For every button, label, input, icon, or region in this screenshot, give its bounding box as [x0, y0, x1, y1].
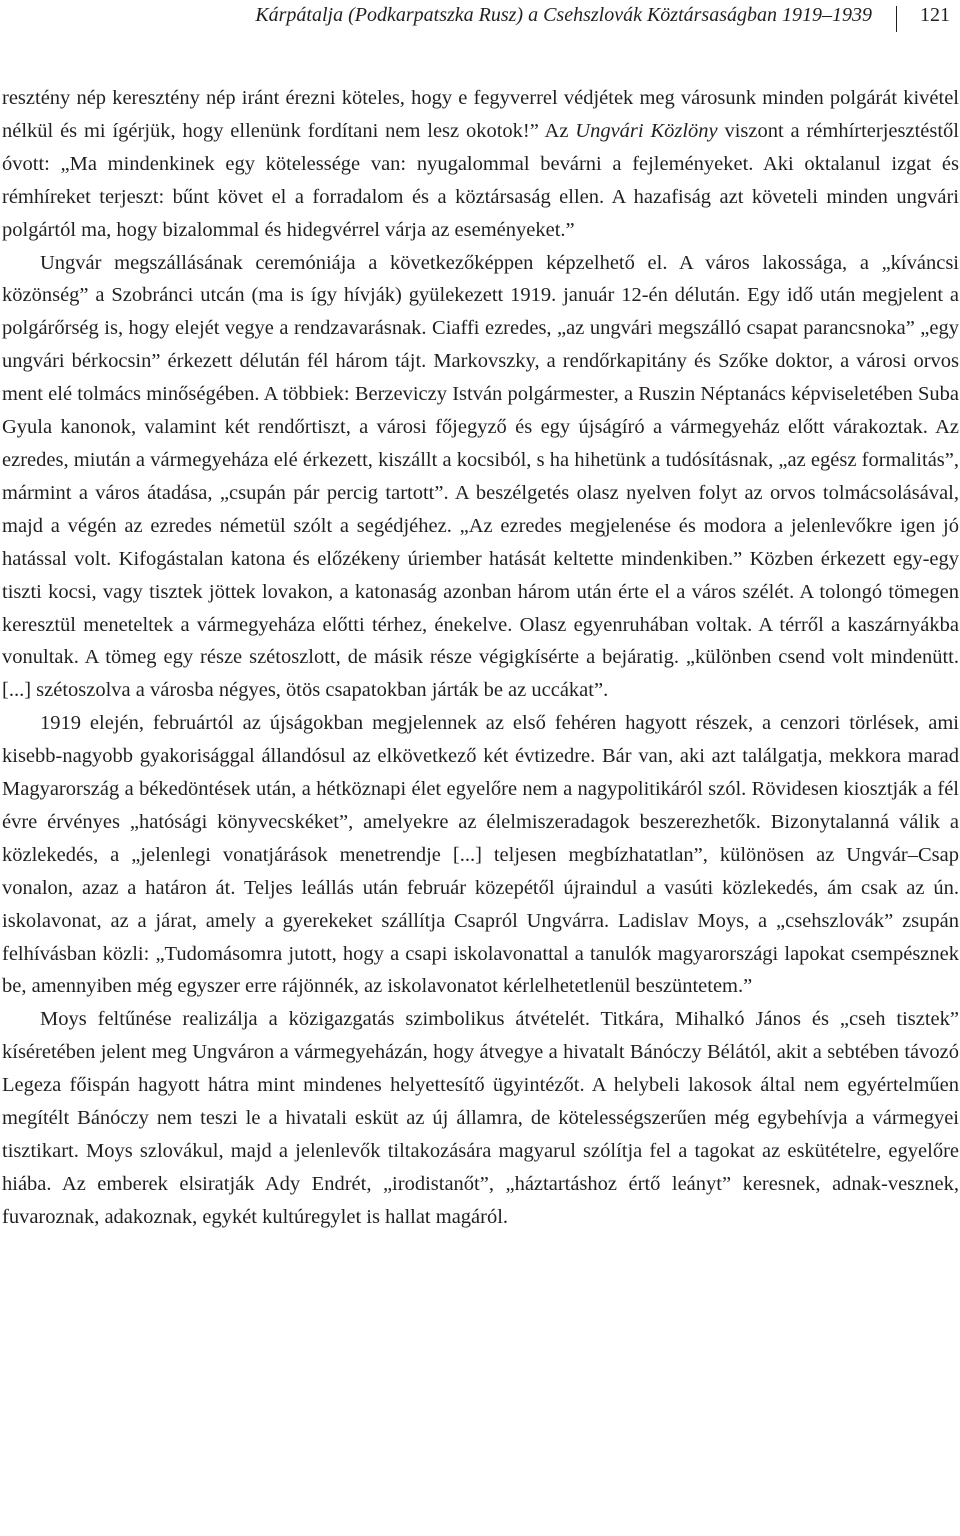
newspaper-title: Ungvári Közlöny: [575, 119, 718, 142]
running-title: Kárpátalja (Podkarpatszka Rusz) a Csehszlovák Köztársaságban 1919–1939: [255, 4, 872, 26]
paragraph-1-part-2: viszont a rémhírterjesztéstől óvott: „Ma mindenkinek egy kötelessége van: nyugalommal bevárni a fejleményeket. Aki oktalanul izgat és rémhíreket terjeszt: bűnt követ el a forradalom és a köztársaság ellen. A hazafiság azt követeli minden ungvári polgártól ma, hogy bizalommal és hidegvérrel várja az eseményeket.”: [2, 119, 959, 241]
header-divider: [896, 6, 897, 32]
paragraph-2: Ungvár megszállásának ceremóniája a következőképpen képzelhető el. A város lakossága, a „kíváncsi közönség” a Szobránci utcán (ma is így hívják) gyülekezett 1919. január 12-én délután. Egy idő után megjelent a polgárőrség is, hogy elejét vegye a rendzavarásnak. Ciaffi ezredes, „az ungvári megszálló csapat parancsnoka” „egy ungvári bérkocsin” érkezett délután fél három tájt. Markovszky, a rendőrkapitány és Szőke doktor, a városi orvos ment elé tolmács minőségében. A többiek: Berzeviczy István polgármester, a Ruszin Néptanács képviseletében Suba Gyula kanonok, valamint két rendőrtiszt, a városi főjegyző és egy újságíró a vármegyeház előtt várakoztak. Az ezredes, miután a vármegyeháza elé érkezett, kiszállt a kocsiból, s ha hihetünk a tudósításnak, „az egész formalitás”, mármint a város átadása, „csupán pár percig tartott”. A beszélgetés olasz nyelven folyt az orvos tolmácsolásával, majd a végén az ezredes németül szólt a segédjéhez. „Az ezredes megjelenése és modora a jelenlevőkre igen jó hatással volt. Kifogástalan katona és előzékeny úriember hatását keltette mindenkiben.” Közben érkezett egy-egy tiszti kocsi, vagy tisztek jöttek lovakon, a katonaság azonban három után érte el a város szélét. A tolongó tömegen keresztül meneteltek a vármegyeháza előtti térhez, énekelve. Olasz egyenruhában voltak. A térről a kaszárnyákba vonultak. A tömeg egy része szétoszlott, de másik része végigkísérte a bejáratig. „különben csend volt mindenütt. [...] szétoszolva a városba négyes, ötös csapatokban járták be az uccákat”.: [2, 251, 959, 702]
paragraph-3: 1919 elején, februártól az újságokban megjelennek az első fehéren hagyott részek, a cenzori törlések, ami kisebb-nagyobb gyakorisággal állandósul az elkövetkező két évtizedre. Bár van, aki azt találgatja, mekkora marad Magyarország a békedöntések után, a hétköznapi élet egyelőre nem a nagypolitikáról szól. Rövidesen kiosztják a fél évre érvényes „hatósági könyvecskéket”, amelyekre az élelmiszeradagok beszerezhetők. Bizonytalanná válik a közlekedés, a „jelenlegi vonatjárások menetrendje [...] teljesen megbízhatatlan”, különösen az Ungvár–Csap vonalon, azaz a határon át. Teljes leállás után február közepétől újraindul a vasúti közlekedés, ám csak az ún. iskolavonat, az a járat, amely a gyerekeket szállítja Csapról Ungvárra. Ladislav Moys, a „csehszlovák” zsupán felhívásban közli: „Tudomásomra jutott, hogy a csapi iskolavonattal a tanulók magyarországi lapokat csempésznek be, amennyiben még egyszer erre rájönnék, az iskolavonatot kérlelhetetlenül beszüntetem.”: [2, 712, 959, 998]
page-number: 121: [920, 4, 950, 26]
paragraph-4: Moys feltűnése realizálja a közigazgatás szimbolikus átvételét. Titkára, Mihalkó János és „cseh tisztek” kíséretében jelent meg Ungváron a vármegyeházán, hogy átvegye a hivatalt Bánóczy Bélától, akit a sebtében távozó Legeza főispán hagyott hátra mint mindenes helyettesítő ügyintézőt. A helybeli lakosok által nem egyértelműen megítélt Bánóczy nem teszi le a hivatali esküt az új államra, de kötelességszerűen még egybehívja a vármegyei tisztikart. Moys szlovákul, majd a jelenlevők tiltakozására magyarul szólítja fel a tagokat az eskütételre, egyelőre hiába. Az emberek elsiratják Ady Endrét, „irodistanőt”, „háztartáshoz értő leányt” keresnek, adnak-vesznek, fuvaroznak, adakoznak, egykét kultúregylet is hallat magáról.: [2, 1008, 959, 1228]
running-head: [0, 0, 960, 40]
paragraph-1: [2, 82, 959, 247]
paragraph-1-part-1: resztény nép keresztény nép iránt érezni köteles, hogy e fegyverrel védjétek meg városunk minden polgárát kivétel nélkül és mi ígérjük, hogy ellenünk fordítani nem lesz okotok!” Az: [2, 87, 959, 142]
body-text: [2, 82, 959, 1234]
